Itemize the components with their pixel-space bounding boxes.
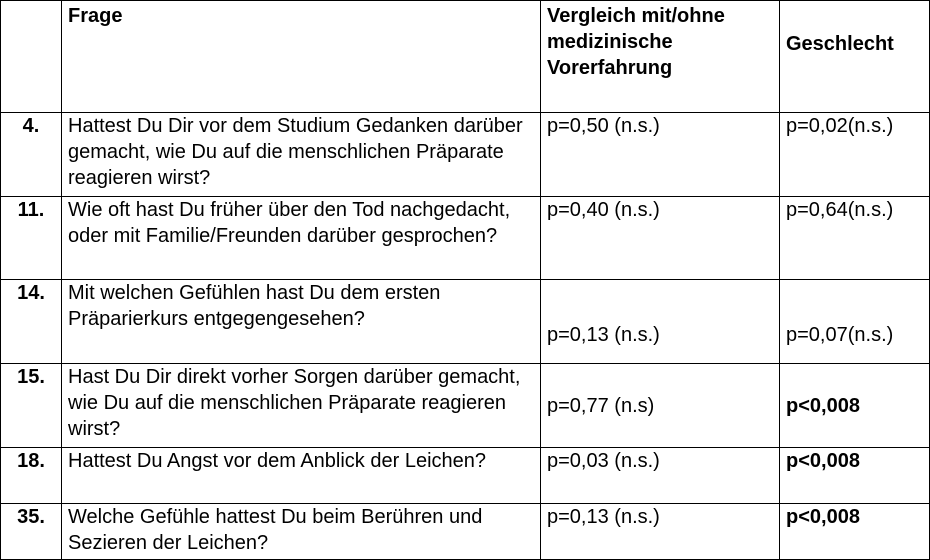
- question-number: 35.: [1, 504, 62, 560]
- comparison-value: p=0,77 (n.s): [541, 364, 780, 448]
- gender-value: p=0,64(n.s.): [780, 197, 930, 280]
- question-number: 14.: [1, 280, 62, 364]
- question-number: 11.: [1, 197, 62, 280]
- comparison-value: p=0,03 (n.s.): [541, 448, 780, 504]
- gender-value: p=0,02(n.s.): [780, 113, 930, 197]
- question-number: 15.: [1, 364, 62, 448]
- header-question: Frage: [62, 1, 541, 113]
- header-gender: Geschlecht: [780, 1, 930, 113]
- question-text: Hattest Du Angst vor dem Anblick der Leichen?: [62, 448, 541, 504]
- comparison-value: p=0,50 (n.s.): [541, 113, 780, 197]
- table-row: [1, 448, 930, 504]
- comparison-value: p=0,13 (n.s.): [541, 280, 780, 364]
- header-number: [1, 1, 62, 113]
- question-text: Wie oft hast Du früher über den Tod nachgedacht, oder mit Familie/Freunden darüber gesprochen?: [62, 197, 541, 280]
- table-row: [1, 364, 930, 448]
- question-text: Hast Du Dir direkt vorher Sorgen darüber gemacht, wie Du auf die menschlichen Präparate reagieren wirst?: [62, 364, 541, 448]
- table-row: [1, 113, 930, 197]
- comparison-value: p=0,13 (n.s.): [541, 504, 780, 560]
- table-row: [1, 197, 930, 280]
- comparison-value: p=0,40 (n.s.): [541, 197, 780, 280]
- gender-value: p<0,008: [780, 364, 930, 448]
- question-text: Mit welchen Gefühlen hast Du dem ersten Präparierkurs entgegengesehen?: [62, 280, 541, 364]
- question-text: Welche Gefühle hattest Du beim Berühren und Sezieren der Leichen?: [62, 504, 541, 560]
- table-row: [1, 280, 930, 364]
- gender-value: p=0,07(n.s.): [780, 280, 930, 364]
- question-text: Hattest Du Dir vor dem Studium Gedanken darüber gemacht, wie Du auf die menschlichen Präparate reagieren wirst?: [62, 113, 541, 197]
- question-number: 18.: [1, 448, 62, 504]
- gender-value: p<0,008: [780, 504, 930, 560]
- header-row: [1, 1, 930, 113]
- header-comparison: Vergleich mit/ohne medizinische Vorerfahrung: [541, 1, 780, 113]
- table-row: [1, 504, 930, 560]
- question-number: 4.: [1, 113, 62, 197]
- gender-value: p<0,008: [780, 448, 930, 504]
